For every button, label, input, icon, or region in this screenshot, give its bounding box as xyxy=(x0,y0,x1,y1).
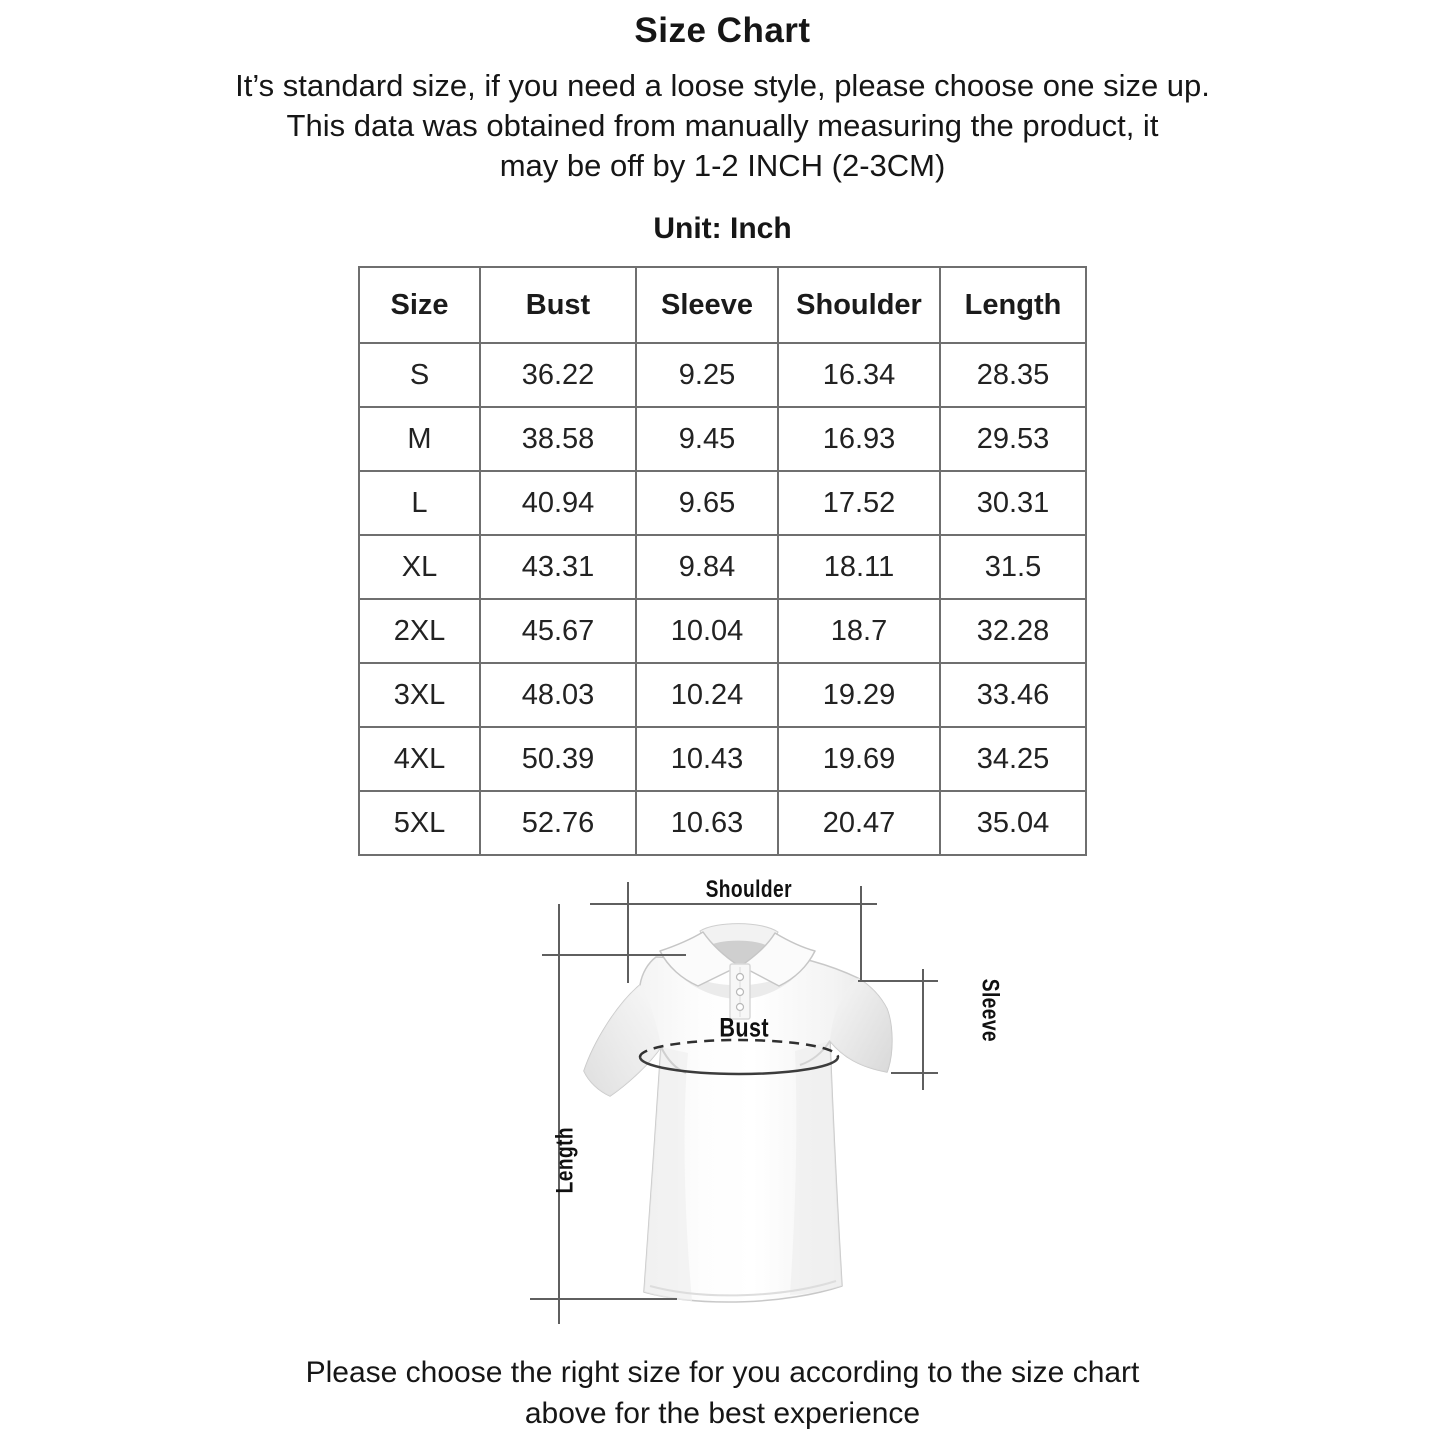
column-header-bust: Bust xyxy=(480,267,636,343)
shoulder-tick-right xyxy=(860,886,862,981)
size-cell: M xyxy=(359,407,480,471)
measurement-cell: 20.47 xyxy=(778,791,940,855)
shoulder-tick-left xyxy=(627,882,629,983)
sleeve-tick-top xyxy=(858,980,938,982)
measurement-cell: 30.31 xyxy=(940,471,1086,535)
measurement-cell: 34.25 xyxy=(940,727,1086,791)
measurement-cell: 45.67 xyxy=(480,599,636,663)
measurement-cell: 9.65 xyxy=(636,471,778,535)
page-title: Size Chart xyxy=(634,11,811,50)
column-header-shoulder: Shoulder xyxy=(778,267,940,343)
measurement-cell: 10.43 xyxy=(636,727,778,791)
table-row-s xyxy=(359,343,1086,407)
measurement-cell: 17.52 xyxy=(778,471,940,535)
column-header-sleeve: Sleeve xyxy=(636,267,778,343)
column-header-length: Length xyxy=(940,267,1086,343)
table-row-xl xyxy=(359,535,1086,599)
size-table-body xyxy=(359,343,1086,855)
length-label: Length xyxy=(551,1127,579,1194)
sleeve-label: Sleeve xyxy=(976,978,1004,1042)
footer-line-1: Please choose the right size for you according to the size chart xyxy=(305,1356,1140,1389)
table-row-2xl xyxy=(359,599,1086,663)
sleeve-tick-bottom xyxy=(891,1072,938,1074)
measurement-cell: 9.84 xyxy=(636,535,778,599)
column-header-size: Size xyxy=(359,267,480,343)
button-3 xyxy=(737,1004,744,1011)
table-row-4xl xyxy=(359,727,1086,791)
measurement-cell: 35.04 xyxy=(940,791,1086,855)
measurement-cell: 50.39 xyxy=(480,727,636,791)
measurement-cell: 9.45 xyxy=(636,407,778,471)
unit-label: Unit: Inch xyxy=(653,212,792,245)
button-1 xyxy=(737,974,744,981)
table-row-3xl xyxy=(359,663,1086,727)
measurement-cell: 31.5 xyxy=(940,535,1086,599)
size-table xyxy=(358,266,1087,856)
measurement-cell: 19.29 xyxy=(778,663,940,727)
size-cell: 3XL xyxy=(359,663,480,727)
measurement-cell: 28.35 xyxy=(940,343,1086,407)
measurement-cell: 9.25 xyxy=(636,343,778,407)
shoulder-label: Shoulder xyxy=(705,876,793,903)
table-row-5xl xyxy=(359,791,1086,855)
length-measure-line xyxy=(558,904,560,1324)
shirt-right-side-shade xyxy=(790,1041,842,1295)
intro-line-2: This data was obtained from manually measuring the product, it xyxy=(286,108,1159,143)
measurement-cell: 36.22 xyxy=(480,343,636,407)
measurement-cell: 40.94 xyxy=(480,471,636,535)
footer-line-2: above for the best experience xyxy=(524,1397,921,1430)
size-cell: 4XL xyxy=(359,727,480,791)
intro-line-3: may be off by 1-2 INCH (2-3CM) xyxy=(499,148,946,183)
size-cell: 5XL xyxy=(359,791,480,855)
bust-label: Bust xyxy=(719,1012,769,1043)
size-cell: S xyxy=(359,343,480,407)
table-row-l xyxy=(359,471,1086,535)
measurement-cell: 16.93 xyxy=(778,407,940,471)
measurement-diagram xyxy=(0,856,1445,1324)
intro-text xyxy=(0,66,1445,186)
measurement-cell: 10.24 xyxy=(636,663,778,727)
size-cell: 2XL xyxy=(359,599,480,663)
table-row-m xyxy=(359,407,1086,471)
measurement-cell: 19.69 xyxy=(778,727,940,791)
shirt-left-side-shade xyxy=(644,1047,692,1301)
measurement-cell: 38.58 xyxy=(480,407,636,471)
table-header-row xyxy=(359,267,1086,343)
size-cell: XL xyxy=(359,535,480,599)
measurement-cell: 48.03 xyxy=(480,663,636,727)
intro-line-1: It’s standard size, if you need a loose style, please choose one size up. xyxy=(235,68,1210,103)
measurement-cell: 29.53 xyxy=(940,407,1086,471)
length-tick-bottom xyxy=(530,1298,677,1300)
measurement-cell: 18.11 xyxy=(778,535,940,599)
measurement-cell: 33.46 xyxy=(940,663,1086,727)
measurement-cell: 52.76 xyxy=(480,791,636,855)
size-cell: L xyxy=(359,471,480,535)
measurement-cell: 43.31 xyxy=(480,535,636,599)
measurement-cell: 10.63 xyxy=(636,791,778,855)
measurement-cell: 32.28 xyxy=(940,599,1086,663)
length-tick-top xyxy=(542,954,686,956)
measurement-cell: 10.04 xyxy=(636,599,778,663)
measurement-cell: 16.34 xyxy=(778,343,940,407)
footer-text xyxy=(0,1352,1445,1434)
button-2 xyxy=(737,989,744,996)
measurement-cell: 18.7 xyxy=(778,599,940,663)
